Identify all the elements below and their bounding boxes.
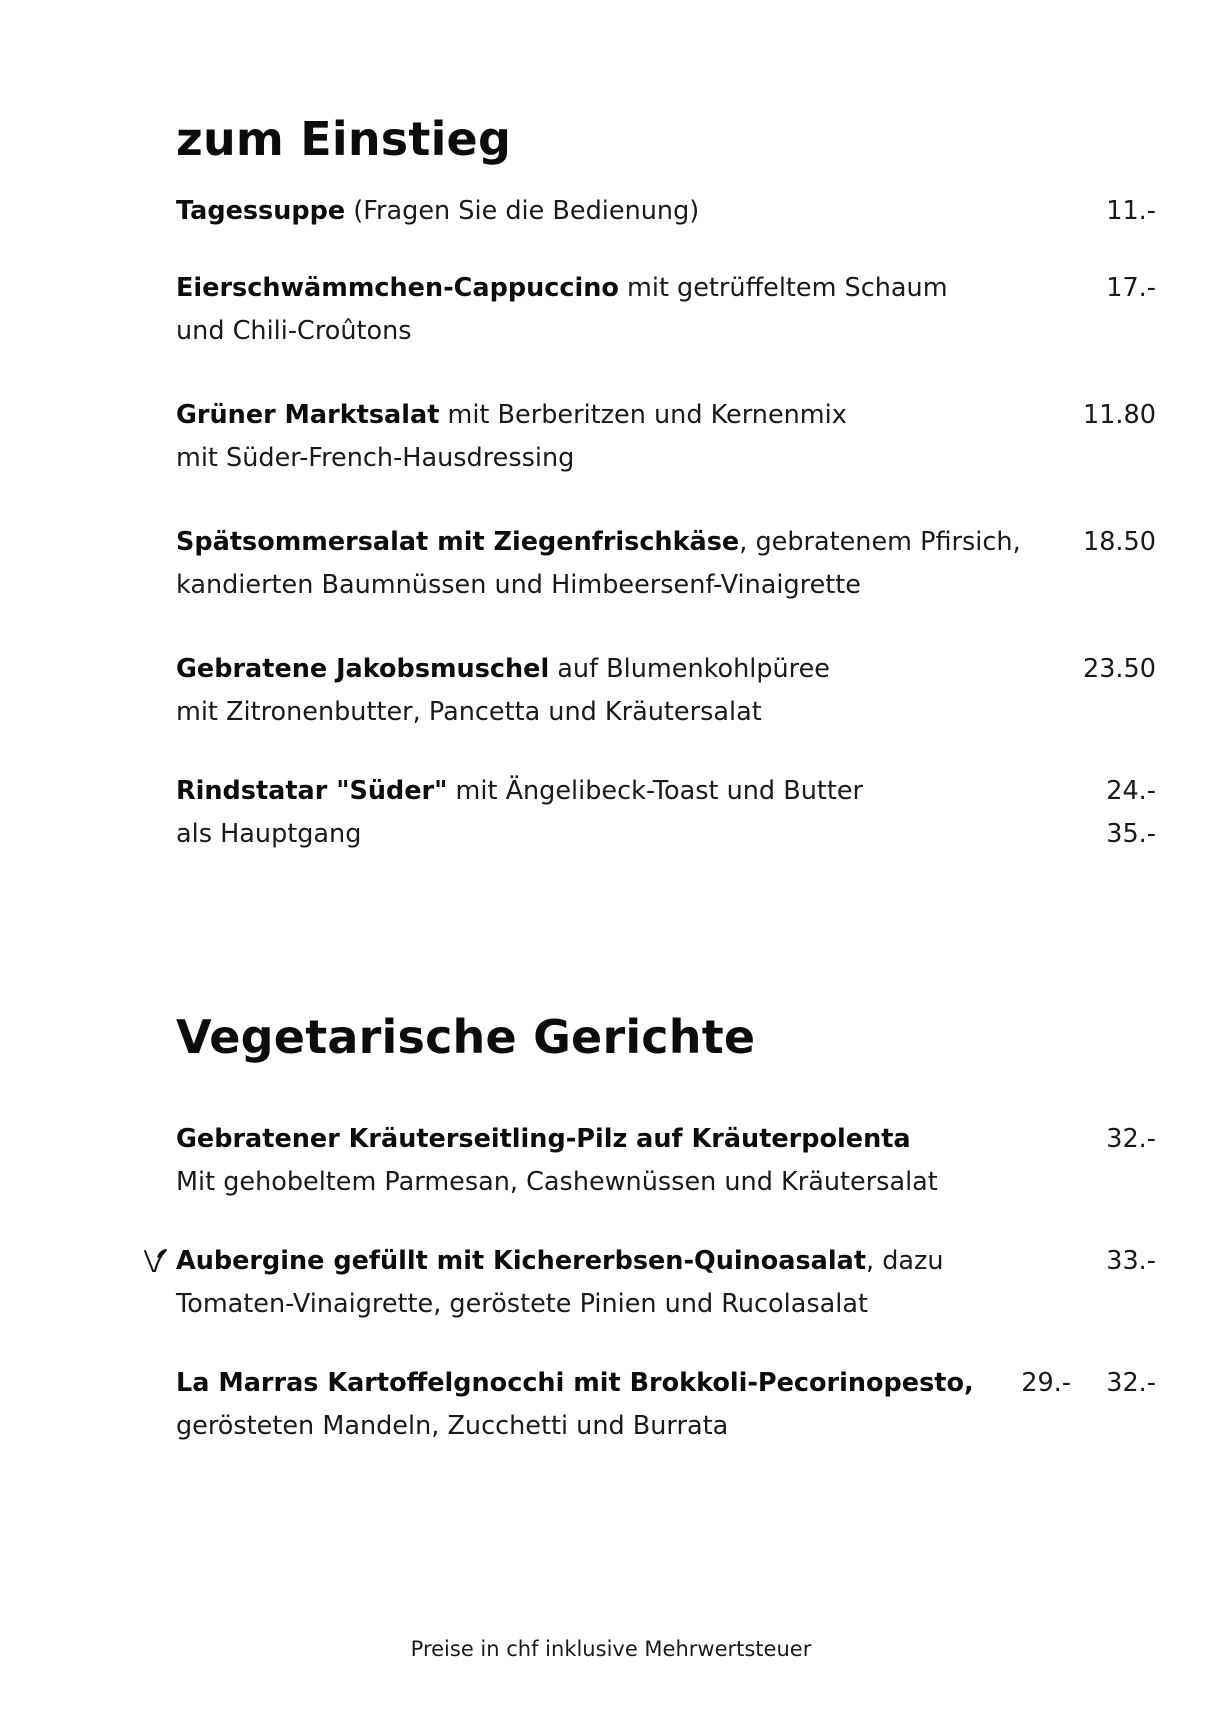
menu-item-gnocchi	[176, 1362, 1156, 1448]
item-price: 23.50	[1082, 654, 1156, 684]
item-line	[176, 394, 1156, 437]
item-description-line: kandierten Baumnüssen und Himbeersenf-Vinaigrette	[176, 570, 861, 600]
item-price: 32.-	[1106, 1368, 1156, 1398]
item-description-line: gerösteten Mandeln, Zucchetti und Burrata	[176, 1411, 729, 1441]
vegan-leaf-icon	[142, 1245, 168, 1277]
item-description: auf Blumenkohlpüree	[549, 654, 830, 684]
menu-item-kraeuterseitling	[176, 1118, 1156, 1204]
menu-item-marktsalat	[176, 394, 1156, 480]
item-description: , gebratenem Pfirsich,	[739, 527, 1021, 557]
item-line	[176, 1118, 1156, 1161]
menu-item-tagessuppe	[176, 190, 1156, 233]
item-description-line: mit Zitronenbutter, Pancetta und Kräutersalat	[176, 697, 762, 727]
item-price: 18.50	[1082, 527, 1156, 557]
item-description: mit Ängelibeck-Toast und Butter	[447, 776, 864, 806]
menu-item-aubergine	[176, 1240, 1156, 1326]
item-line	[176, 648, 1156, 691]
item-price: 24.-	[1106, 776, 1156, 806]
item-name: Gebratene Jakobsmuschel	[176, 654, 550, 684]
item-description: , dazu	[866, 1246, 944, 1276]
menu-item-spaetsommersalat	[176, 521, 1156, 607]
item-line	[176, 1240, 1156, 1283]
section-title-starters: zum Einstieg	[176, 112, 512, 166]
section-title-vegetarian: Vegetarische Gerichte	[176, 1010, 756, 1064]
item-line	[176, 770, 1156, 813]
item-description-line: Tomaten-Vinaigrette, geröstete Pinien und Rucolasalat	[176, 1289, 868, 1319]
item-name: Aubergine gefüllt mit Kichererbsen-Quinoasalat	[176, 1246, 867, 1276]
item-description-line: als Hauptgang	[176, 819, 362, 849]
item-name: Spätsommersalat mit Ziegenfrischkäse	[176, 527, 740, 557]
item-line	[176, 521, 1156, 564]
item-line	[176, 267, 1156, 310]
item-description: mit getrüffeltem Schaum	[618, 273, 948, 303]
item-price: 11.80	[1082, 400, 1156, 430]
item-price: 11.-	[1106, 196, 1156, 226]
item-price: 33.-	[1106, 1246, 1156, 1276]
item-price-main-course: 35.-	[1106, 819, 1156, 849]
item-name: Rindstatar "Süder"	[176, 776, 448, 806]
item-description-line: und Chili-Croûtons	[176, 316, 412, 346]
item-description-line: mit Süder-French-Hausdressing	[176, 443, 575, 473]
item-name: Tagessuppe	[176, 196, 346, 226]
item-name: Eierschwämmchen-Cappuccino	[176, 273, 619, 303]
menu-item-jakobsmuschel	[176, 648, 1156, 734]
item-line	[176, 190, 1156, 233]
item-description: (Fragen Sie die Bedienung)	[345, 196, 700, 226]
item-price: 17.-	[1106, 273, 1156, 303]
menu-item-rindstatar	[176, 770, 1156, 856]
item-name: La Marras Kartoffelgnocchi mit Brokkoli-Pecorinopesto,	[176, 1368, 974, 1398]
item-price: 32.-	[1106, 1124, 1156, 1154]
footer-note: Preise in chf inklusive Mehrwertsteuer	[410, 1637, 812, 1661]
item-price-small: 29.-	[1021, 1368, 1071, 1398]
menu-item-cappuccino	[176, 267, 1156, 353]
item-line-main-course	[176, 813, 1156, 856]
item-line	[176, 1362, 1156, 1405]
item-name: Gebratener Kräuterseitling-Pilz auf Kräuterpolenta	[176, 1124, 911, 1154]
item-description-line: Mit gehobeltem Parmesan, Cashewnüssen und Kräutersalat	[176, 1167, 938, 1197]
item-description: mit Berberitzen und Kernenmix	[439, 400, 847, 430]
item-name: Grüner Marktsalat	[176, 400, 440, 430]
